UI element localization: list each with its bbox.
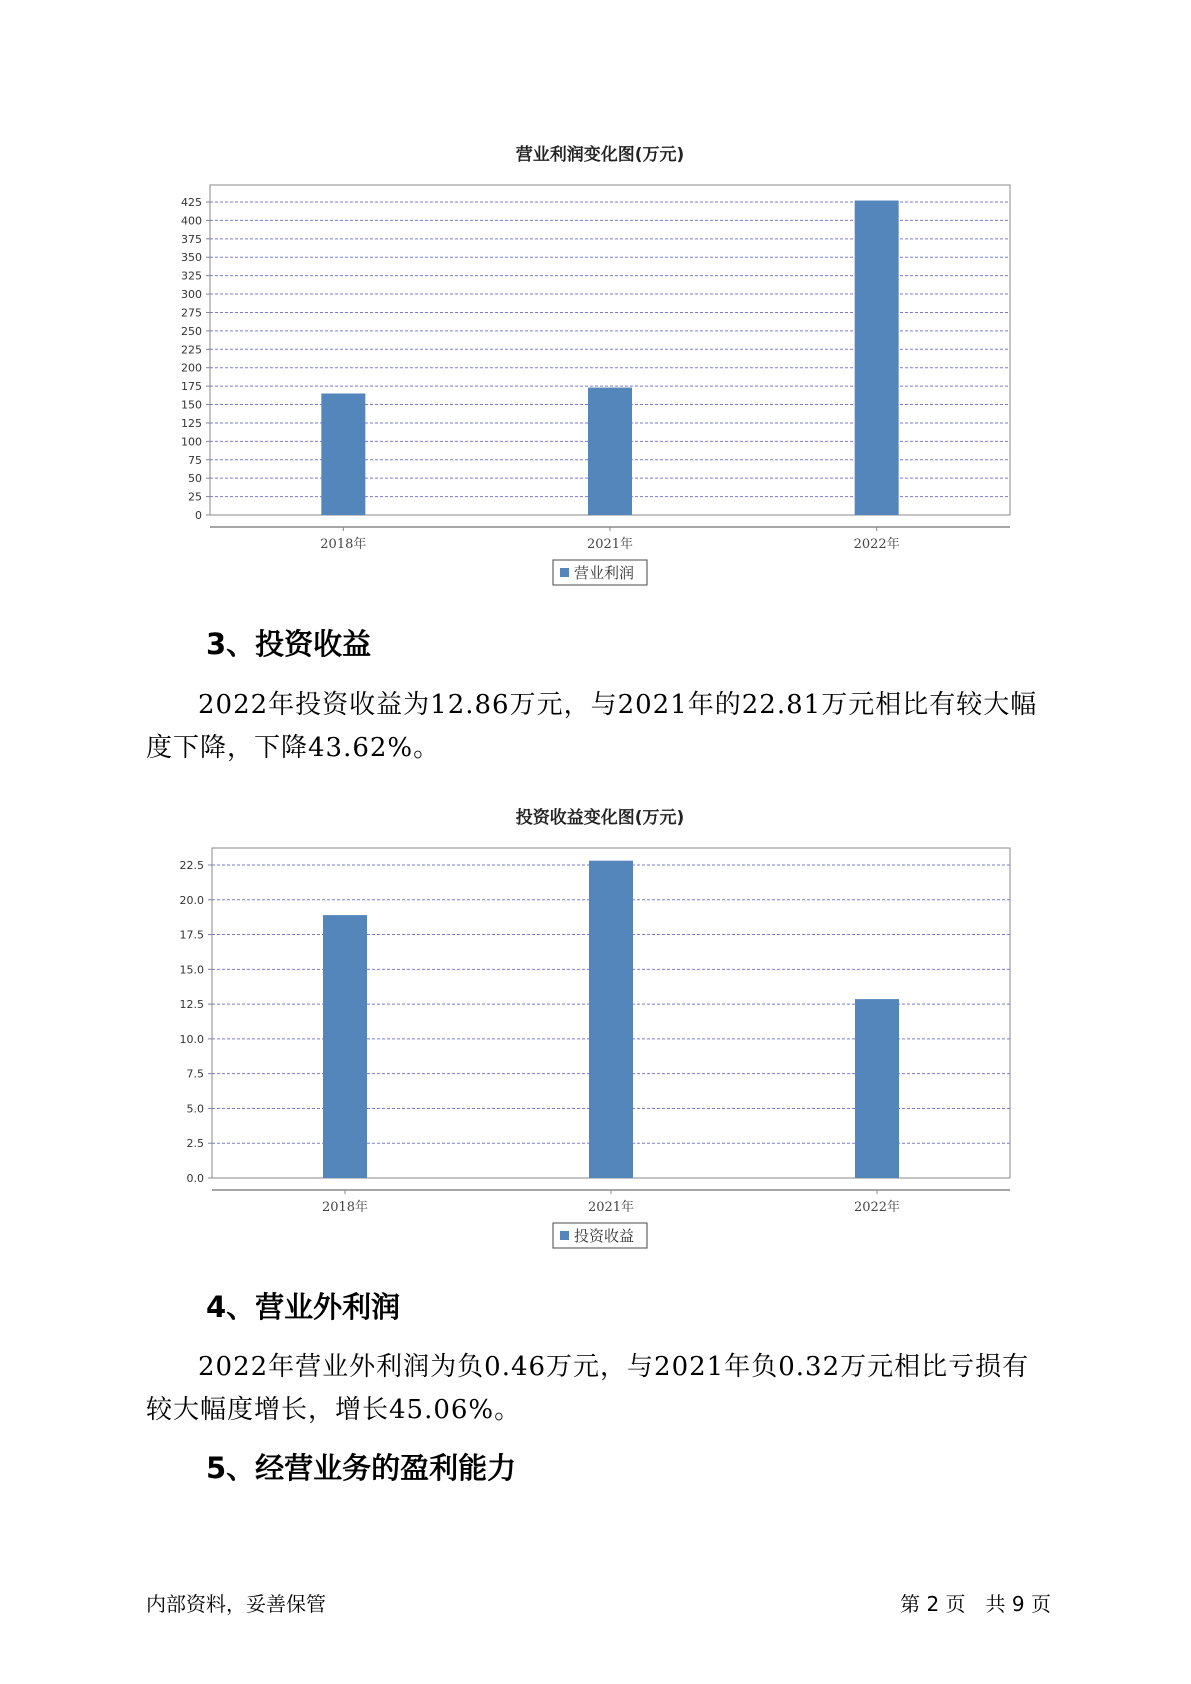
y-tick-label: 250 — [181, 324, 202, 338]
legend-swatch — [560, 1231, 569, 1240]
y-tick-label: 5.0 — [186, 1102, 204, 1116]
section-3-heading: 3、投资收益 — [206, 627, 372, 661]
y-tick-label: 175 — [181, 380, 202, 394]
x-tick-label: 2021年 — [586, 537, 634, 552]
footer-page-number: 第 2 页 共 9 页 — [900, 1592, 1051, 1616]
y-tick-label: 75 — [188, 453, 202, 467]
section-5-heading: 5、经营业务的盈利能力 — [206, 1451, 517, 1485]
y-tick-label: 275 — [181, 306, 202, 320]
section-3-paragraph — [146, 684, 1046, 770]
y-tick-label: 7.5 — [186, 1067, 204, 1081]
legend-swatch — [560, 568, 569, 577]
y-tick-label: 0.0 — [186, 1172, 204, 1185]
legend — [553, 560, 647, 585]
operating-profit-chart-svg — [0, 130, 1191, 600]
investment-income-chart-svg — [0, 793, 1191, 1263]
x-tick-label: 2021年 — [587, 1200, 635, 1215]
y-tick-label: 22.5 — [179, 859, 204, 872]
x-tick-label: 2018年 — [321, 1200, 369, 1215]
y-tick-label: 12.5 — [179, 998, 204, 1012]
operating-profit-chart — [0, 130, 1191, 600]
y-tick-label: 10.0 — [179, 1032, 204, 1046]
y-tick-label: 100 — [181, 435, 202, 449]
y-tick-label: 17.5 — [179, 928, 204, 942]
bar — [589, 861, 633, 1178]
legend-label: 投资收益 — [574, 1227, 635, 1245]
y-tick-label: 25 — [188, 490, 202, 504]
section-4-paragraph — [146, 1346, 1046, 1432]
y-tick-label: 325 — [181, 269, 202, 283]
y-tick-label: 50 — [188, 472, 202, 486]
y-tick-label: 225 — [181, 343, 202, 357]
y-tick-label: 200 — [181, 361, 202, 375]
y-tick-label: 375 — [181, 232, 202, 246]
y-tick-label: 125 — [181, 416, 202, 430]
y-tick-label: 300 — [181, 288, 202, 302]
legend-label: 营业利润 — [574, 564, 635, 582]
section-4-text: 2022年营业外利润为负0.46万元，与2021年负0.32万元相比亏损有较大幅度增长，增长45.06%。 — [146, 1352, 1030, 1425]
section-4-heading: 4、营业外利润 — [206, 1290, 401, 1324]
y-tick-label: 0 — [195, 509, 202, 522]
bar — [323, 915, 367, 1178]
section-3-text: 2022年投资收益为12.86万元，与2021年的22.81万元相比有较大幅度下降，下降43.62%。 — [146, 690, 1038, 763]
investment-income-chart — [0, 793, 1191, 1263]
bar — [588, 388, 632, 515]
y-tick-label: 15.0 — [179, 963, 204, 977]
y-tick-label: 2.5 — [186, 1137, 204, 1151]
x-tick-label: 2022年 — [853, 537, 900, 552]
x-tick-label: 2022年 — [853, 1200, 901, 1215]
chart-title: 营业利润变化图(万元) — [515, 145, 685, 165]
y-tick-label: 150 — [181, 398, 202, 412]
bar — [855, 201, 899, 515]
bar — [321, 393, 365, 515]
legend — [553, 1223, 647, 1248]
y-tick-label: 350 — [181, 251, 202, 265]
footer-confidential-note: 内部资料，妥善保管 — [146, 1592, 326, 1616]
x-tick-label: 2018年 — [320, 537, 367, 552]
y-tick-label: 20.0 — [179, 893, 204, 907]
y-tick-label: 400 — [181, 214, 202, 228]
chart-title: 投资收益变化图(万元) — [515, 808, 685, 828]
y-tick-label: 425 — [181, 196, 202, 209]
bar — [855, 999, 899, 1178]
